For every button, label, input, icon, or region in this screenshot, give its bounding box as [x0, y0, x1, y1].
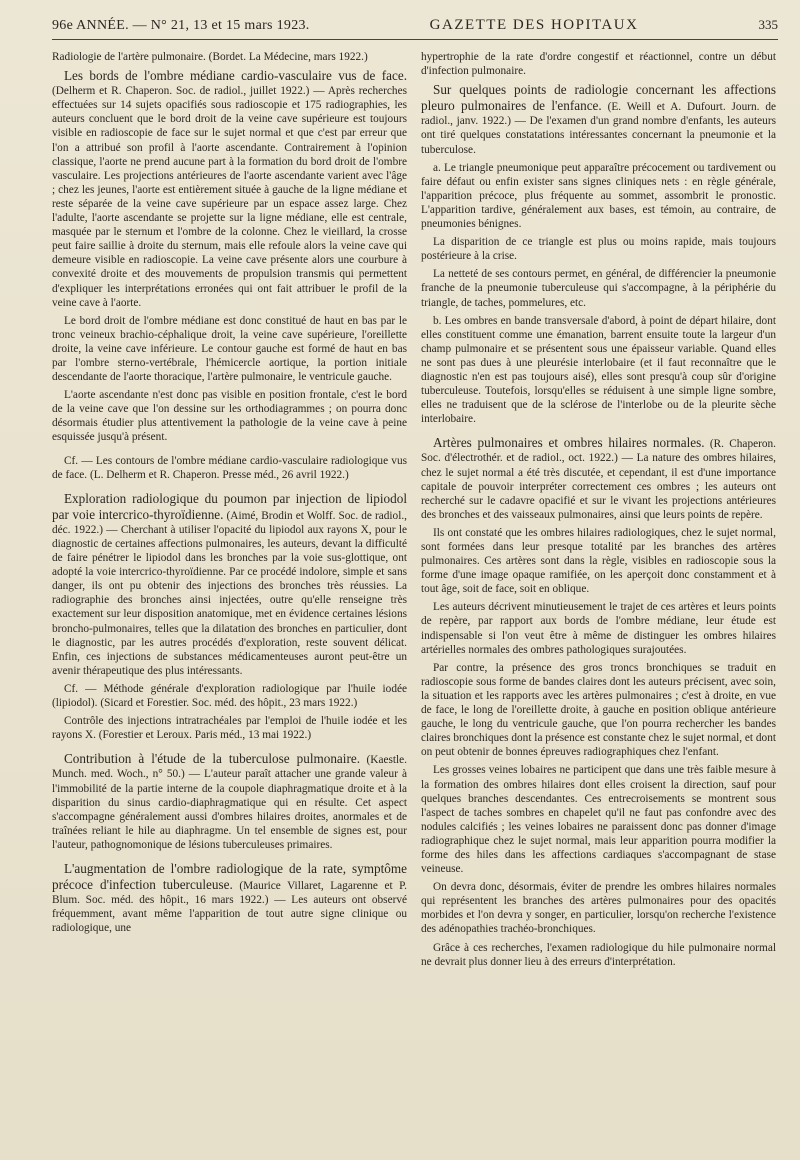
article-arteres-pulmonaires [421, 435, 776, 968]
article-text: La nature des ombres hilaires, chez le sujet normal a été très discutée, et cependant, il est d'une importance capitale de pouvoir interpréter correctement ces ombres ; les auteurs ont recherché sur le cadavre opacifié et sur le vivant les projections antérieures des bronches et des vaisseaux pulmonaires, ainsi que leurs points de repère. [421, 452, 777, 521]
article-paragraph: On devra donc, désormais, éviter de prendre les ombres hilaires normales qui représentent les branches des artères pulmonaires pour des opacités morbides et l'on devra y songer, en particulier, lorsqu'on recherche l'existence des adénopathies trachéo-bronchiques. [421, 881, 776, 936]
article-title: Artères pulmonaires et ombres hilaires normales. [433, 435, 705, 451]
article-paragraph: Ils ont constaté que les ombres hilaires radiologiques, chez le sujet normal, sont formées dans leur presque totalité par les branches des artères pulmonaires. Ces artères sont dans la règle, visibles en radioscopie sous la forme d'une image opaque ramifiée, on les aperçoit donc constamment et à tout âge, soit de face, soit en oblique. [421, 526, 776, 596]
cf-reference: Contrôle des injections intratrachéales par l'emploi de l'huile iodée et les rayons X. (Forestier et Leroux. Paris méd., 13 mai 1922.) [52, 715, 407, 742]
article-title: Exploration radiologique du poumon par injection de lipiodol par voie intercrico-thyroïdienne. [52, 490, 407, 522]
columns [52, 50, 778, 978]
article-paragraph: Grâce à ces recherches, l'examen radiologique du hile pulmonaire normal ne devrait plus donner lieu à des erreurs d'interprétation. [421, 941, 776, 968]
issue-line: 96e ANNÉE. — N° 21, 13 et 15 mars 1923. [52, 18, 310, 33]
article-bords-ombre-mediane [52, 68, 407, 444]
article-reference: (Aimé, Brodin et Wolff. Soc. de radiol., déc. 1922.) — [52, 509, 407, 536]
continued-text: hypertrophie de la rate d'ordre congestif et réactionnel, contre un début d'infection pulmonaire. [421, 51, 776, 78]
cf-reference: Cf. — Les contours de l'ombre médiane cardio-vasculaire radiologique vus de face. (L. Delherm et R. Chaperon. Presse méd., 26 avril 1922.) [52, 454, 407, 481]
article-enfance [421, 82, 776, 426]
article-paragraph: Les auteurs décrivent minutieusement le trajet de ces artères et leurs points de repère, par rapport aux bords de l'ombre médiane, leur étude est indispensable si l'on veut être à même de distinguer les ombres hilaires artérielles normales des ombres pathologiques surajoutées. [421, 601, 776, 656]
left-column [52, 50, 407, 978]
article-paragraph: Le bord droit de l'ombre médiane est donc constitué de haut en bas par le tronc veineux brachio-céphalique droit, la veine cave supérieure, l'oreillette droite, la veine cave inférieure. Le contour gauche est formé de haut en bas par l'ombre sterno-vertébrale, l'hémicercle aortique, la portion initiale descendante de l'aorte thoracique, l'artère pulmonaire, le ventricule gauche. [52, 314, 407, 384]
article-text: Après recherches effectuées sur 14 sujets opacifiés sous radioscopie et 175 radiographies, les auteurs concluent que le bord droit de la veine cave supérieure est toujours visible en radioscopie de face sur le sujet normal et que c'est par erreur que l'on a attribué son profil à l'aorte ascendante. Contrairement à l'opinion classique, l'aorte ne prend aucune part à la formation du bord droit de l'ombre vasculaire. Les projections antérieures de l'aorte ascendante varient avec l'âge ; chez les jeunes, l'aorte est entièrement située à gauche de la ligne médiane et reste séparée de la veine cave supérieure par un espace assez large. Chez l'adulte, l'aorte ascendante se projette sur la ligne médiane, elle est centrale, masquée par le sternum et l'ombre de la colonne. Chez le vieillard, la crosse peut faire saillie à droite du sternum, mais elle refoule alors la veine cave qui demeure visible en radioscopie. La veine cave présente alors une courbure à convexité droite et des mouvements de propulsion transmis qui permettent d'expliquer les interprétations erronées qui ont fait attribuer le profil de la veine cave à l'aorte. [52, 85, 407, 309]
intro-reference: Radiologie de l'artère pulmonaire. (Bordet. La Médecine, mars 1922.) [52, 51, 368, 63]
article-paragraph: a. Le triangle pneumonique peut apparaître précocement ou tardivement ou faire défaut ou enfin exister sans signes cliniques nets : en règle générale, l'apparition précoce, plus fréquente au sommet, assombrit le pronostic. L'apparition tardive, généralement aux bases, est témoin, au contraire, de pneumonies bénignes. [421, 161, 776, 231]
article-paragraph: Les grosses veines lobaires ne participent que dans une très faible mesure à la formation des ombres hilaires dont elles croisent la direction, sauf pour quelques branches descendantes. Ces entrecroisements se montrent sous l'aspect de taches sombres en chapelet qu'il ne faut pas confondre avec des nodules calcifiés ; les veines lobaires ne paraissent donc pas donner d'image radiographique chez le sujet normal, mais leur apparition pourra modifier la forme des hiles dans les affections cardiaques s'accompagnant de stase veineuse. [421, 764, 776, 876]
article-tuberculose [52, 751, 407, 852]
article-reference: (Kaestle. Munch. med. Woch., n° 50.) — [52, 754, 408, 781]
article-text: Cherchant à utiliser l'opacité du lipiodol aux rayons X, pour le diagnostic de certaines affections pulmonaires, les auteurs, devant la difficulté de faire pénétrer le lipiodol dans les bronches par la voie sus-glottique, ont adopté la voie intercrico-thyroïdienne. Par ce procédé indolore, simple et sans danger, ils ont pu obtenir des injections des bronches très réussies. La radiographie des bronches ainsi injectées, outre qu'elle renseigne très exactement sur leur disposition anatomique, met en évidence certaines lésions broncho-pulmonaires, telles que la dilatation des bronches en particulier, dont le diagnostic, par les autres procédés d'exploration, reste souvent délicat. Enfin, ces injections de substances médicamenteuses auront peut-être un avenir thérapeutique des plus intéressants. [52, 523, 407, 677]
article-title: Les bords de l'ombre médiane cardio-vasculaire vus de face. [64, 68, 407, 84]
article-rate [52, 861, 407, 935]
article-text: De l'examen d'un grand nombre d'enfants, les auteurs ont tiré quelques constatations intéressantes concernant la pneumonie et la tuberculose. [421, 115, 776, 156]
article-reference: (R. Chaperon. Soc. d'électrothér. et de radiol., oct. 1922.) — [421, 438, 776, 465]
article-paragraph: La disparition de ce triangle est plus ou moins rapide, mais toujours postérieure à la crise. [421, 236, 776, 263]
article-title: L'augmentation de l'ombre radiologique de la rate, symptôme précoce d'infection tuberculeuse. [52, 860, 407, 893]
journal-title: GAZETTE DES HOPITAUX [429, 17, 639, 33]
article-text: Les auteurs ont observé fréquemment, avant même l'apparition de tout autre signe clinique ou radiologique, une [52, 894, 408, 935]
header-rule [52, 39, 778, 40]
article-paragraph: b. Les ombres en bande transversale d'abord, à point de départ hilaire, dont elles constituent comme une émanation, barrent ensuite toute la largeur d'un champ pulmonaire et se présentent sous une épaisseur variable. Quand elles ne sont pas dues à une pleurésie interlobaire (et il faut reconnaître que le diagnostic n'en est pas toujours aisé), elles sont presqu'à coup sûr d'origine tuberculeuse. Toutefois, lorsqu'elles se réduisent à une simple ligne sombre, elles ne traduisent que de la sclérose de l'interlobe ou de la pleurite sèche interlobaire. [421, 314, 776, 426]
article-lipiodol [52, 491, 407, 743]
page-header [52, 16, 778, 35]
article-paragraph: La netteté de ses contours permet, en général, de différencier la pneumonie franche de la pneumonie tuberculeuse qui s'accompagne, à la périphérie du triangle, de taches, pommelures, etc. [421, 268, 776, 309]
article-reference: (E. Weill et A. Dufourt. Journ. de radiol., janv. 1922.) — [421, 101, 776, 128]
cf-reference: Cf. — Méthode générale d'exploration radiologique par l'huile iodée (lipiodol). (Sicard et Forestier. Soc. méd. des hôpit., 23 mars 1922.) [52, 682, 407, 710]
article-text: L'auteur paraît attacher une grande valeur à l'immobilité de la partie interne de la coupole diaphragmatique droite et à la disparition du sinus cardio-diaphragmatique qui en résulte. Cet aspect s'accompagne généralement aussi d'ombres hilaires droites, anormales et de traînées reliant le hile au diaphragme. Un tel ensemble de signes est, pour l'auteur, pathognomonique de lésions tuberculeuses primaires. [52, 768, 407, 851]
article-paragraph: L'aorte ascendante n'est donc pas visible en position frontale, c'est le bord de la veine cave que l'on dessine sur les orthodiagrammes ; on pourra donc désormais étudier plus attentivement la pathologie de la veine cave à peine esquissée jusqu'à présent. [52, 389, 407, 444]
article-title: Contribution à l'étude de la tuberculose pulmonaire. [64, 751, 360, 767]
article-cf-contours [52, 454, 407, 482]
article-reference: (Delherm et R. Chaperon. Soc. de radiol., juillet 1922.) — [52, 85, 325, 98]
right-column [421, 50, 776, 978]
article-paragraph: Par contre, la présence des gros troncs bronchiques se traduit en radioscopie sous forme de bandes claires dont les auteurs précisent, avec soin, la situation et les rapports avec les artères pulmonaires ; c'est à droite, en vue de face, le long de l'oreillette droite, à gauche en position oblique antérieure gauche, le long du ventricule gauche, que l'on pourra rechercher les bandes claires bronchiques dont la présence est constante chez le sujet normal, et dont on peut obtenir de bonnes épreuves radiographiques chez l'enfant. [421, 661, 776, 759]
article-title: Sur quelques points de radiologie concernant les affections pleuro pulmonaires de l'enfance. [421, 82, 776, 114]
page-number: 335 [758, 17, 778, 32]
article-reference: (Maurice Villaret, Lagarenne et P. Blum. Soc. méd. des hôpit., 16 mars 1922.) — [52, 880, 408, 907]
